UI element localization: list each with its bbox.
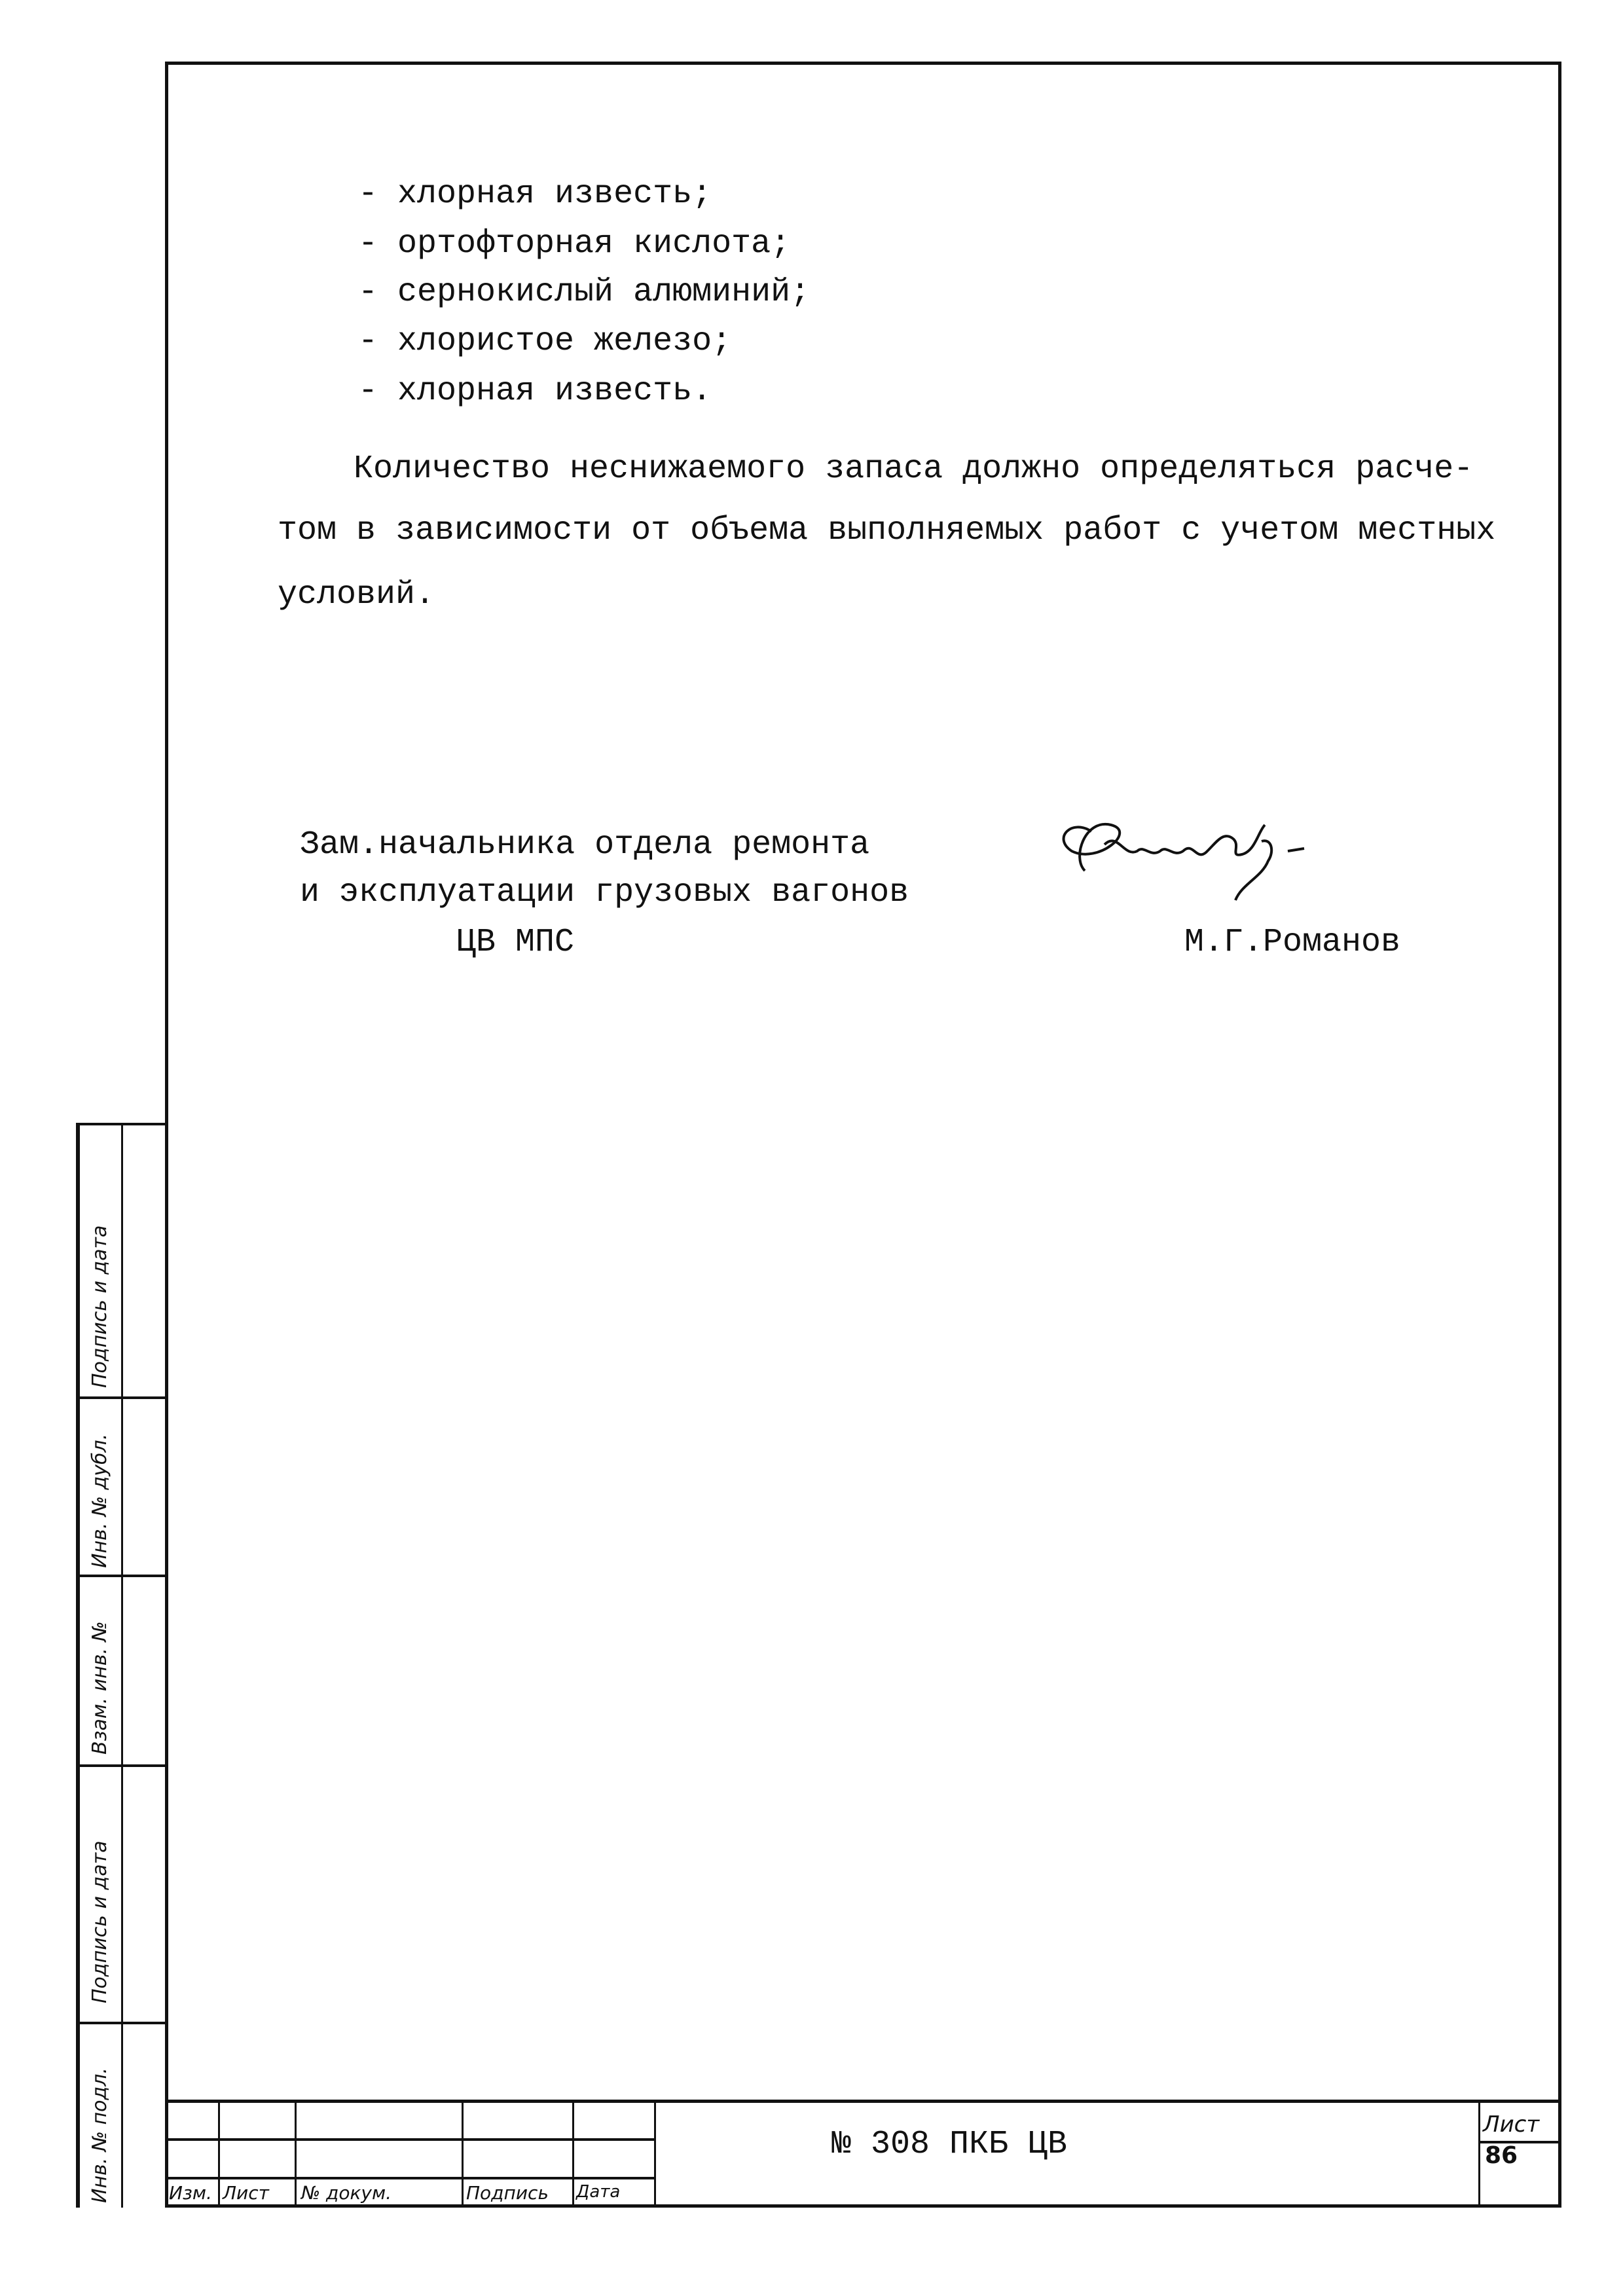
signer-position: Зам.начальника отдела ремонта — [300, 826, 870, 864]
side-stamp-label: Инв. № дубл. — [88, 1433, 111, 1568]
side-stamp-rule — [76, 1764, 165, 1767]
side-stamp-label: Подпись и дата — [88, 1225, 111, 1388]
side-stamp-rule — [76, 1123, 165, 1125]
col-label-doc-number: № докум. — [301, 2182, 392, 2204]
sheet-number: 86 — [1485, 2142, 1518, 2169]
col-label-signature: Подпись — [466, 2182, 549, 2204]
side-stamp-border — [76, 1123, 80, 2208]
side-stamp-rule — [76, 2022, 165, 2024]
title-block-rule — [165, 2138, 655, 2141]
side-stamp-rule — [76, 1396, 165, 1399]
list-item: - хлорная известь. — [358, 373, 712, 410]
title-block-column — [218, 2101, 220, 2208]
signer-position: и эксплуатации грузовых вагонов — [300, 874, 909, 911]
handwritten-signature — [1046, 805, 1334, 903]
side-stamp-divider — [121, 1123, 123, 2208]
title-block-column — [572, 2101, 574, 2208]
side-stamp-label: Взам. инв. № — [88, 1621, 111, 1755]
title-block-column — [295, 2101, 297, 2208]
sheet-label: Лист — [1483, 2111, 1540, 2138]
list-item: - хлорная известь; — [358, 175, 712, 213]
list-item: - хлористое железо; — [358, 323, 732, 360]
side-stamp-rule — [76, 1575, 165, 1577]
signer-organization: ЦВ МПС — [456, 924, 575, 961]
document-number: № 308 ПКБ ЦВ — [831, 2126, 1068, 2163]
paragraph-line: том в зависимости от объема выполняемых работ с учетом местных — [278, 512, 1496, 549]
list-item: - сернокислый алюминий; — [358, 274, 811, 311]
side-stamp-label: Подпись и дата — [88, 1840, 111, 2003]
title-block-top-rule — [165, 2100, 1561, 2103]
title-block-column — [1478, 2101, 1480, 2208]
paragraph-line: условий. — [278, 576, 435, 613]
title-block-column — [462, 2101, 464, 2208]
col-label-date: Дата — [576, 2182, 621, 2202]
paragraph-line: Количество неснижаемого запаса должно определяться расче- — [354, 450, 1474, 488]
signer-name: М.Г.Романов — [1184, 924, 1401, 961]
list-item: - ортофторная кислота; — [358, 225, 791, 263]
col-label-change: Изм. — [169, 2182, 212, 2204]
title-block-rule — [165, 2177, 655, 2179]
col-label-sheet: Лист — [223, 2182, 269, 2204]
side-stamp-label: Инв. № подл. — [88, 2068, 111, 2203]
title-block-column — [654, 2101, 656, 2208]
